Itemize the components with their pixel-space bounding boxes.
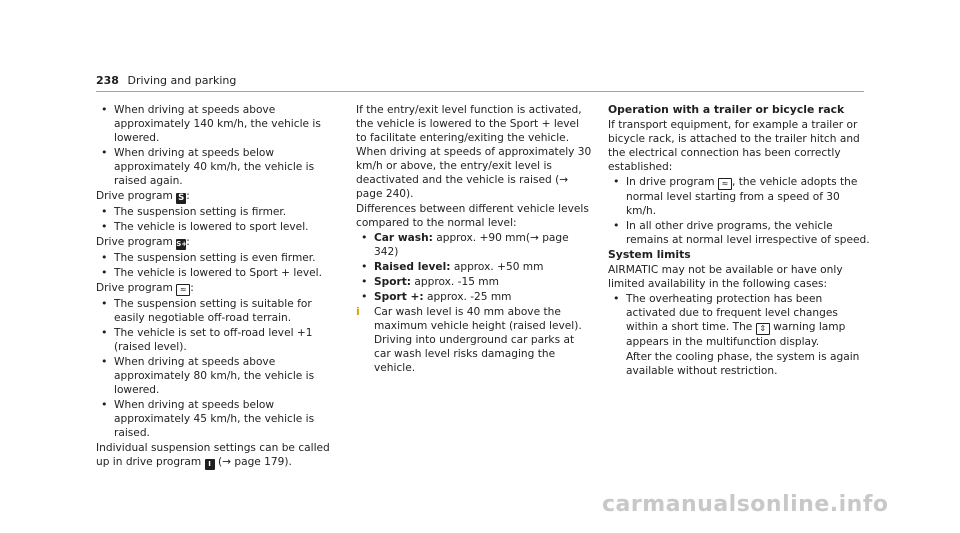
column-middle <box>356 103 592 375</box>
drive-program-label: Drive program <box>96 190 173 202</box>
bullet-text: , the vehicle adopts the normal level starting from a speed of 30 km/h. <box>626 176 858 217</box>
list-item: • When driving at speeds above approximately 140 km/h, the vehicle is lowered. <box>96 103 336 145</box>
list-item: • The suspension setting is suitable for easily negotiable off-road terrain. <box>96 297 336 325</box>
list-item <box>356 275 592 289</box>
list-item: • The vehicle is set to off-road level +1 (raised level). <box>96 326 336 354</box>
bullet-text: warning lamp appears in the multifunction display. <box>626 321 846 348</box>
colon: : <box>186 236 190 248</box>
sport-key-icon: S <box>178 193 185 203</box>
drive-program-splus-heading <box>96 235 336 250</box>
offroad-program-icon: ≈ <box>718 178 732 190</box>
level-value: approx. +90 mm(→ page 342) <box>374 232 569 258</box>
column-left <box>96 103 336 471</box>
sport-plus-bullet-list <box>96 251 336 280</box>
info-icon: i <box>356 305 360 318</box>
watermark: carmanualsonline.info <box>602 492 889 517</box>
limits-bullet-list <box>608 292 870 349</box>
list-item: • The suspension setting is even firmer. <box>96 251 336 265</box>
trailer-heading: Operation with a trailer or bicycle rack <box>608 103 845 116</box>
section-title: Driving and parking <box>127 74 237 87</box>
bullet-text: In drive program <box>626 176 715 188</box>
list-item <box>608 292 870 349</box>
individual-text: Individual suspension settings can be called up in drive program <box>96 442 330 468</box>
entry-exit-paragraph: If the entry/exit level function is activated, the vehicle is lowered to the Sport + level to facilitate entering/exiting the vehicle. When driving at speeds of approximately 30 km/h or above, the entry/exit level is deactivated and the vehicle is raised (→ page 240). <box>356 104 592 200</box>
note-text: Car wash level is 40 mm above the maximum vehicle height (raised level). Driving into underground car parks at car wash level risks damaging the vehicle. <box>374 306 582 374</box>
offroad-program-icon: ≈ <box>176 284 190 296</box>
drive-program-label: Drive program <box>96 236 173 248</box>
level-label: Car wash: <box>374 232 433 244</box>
page-header <box>96 74 236 88</box>
list-item: • When driving at speeds below approximately 40 km/h, the vehicle is raised again. <box>96 146 336 188</box>
system-limits-heading: System limits <box>608 248 691 261</box>
trailer-paragraph: If transport equipment, for example a trailer or bicycle rack, is attached to the trailer hitch and the electrical connection has been correctly established: <box>608 119 860 173</box>
sport-bullet-list <box>96 205 336 234</box>
level-list <box>356 231 592 304</box>
drive-program-offroad-heading <box>96 281 336 296</box>
level-label: Sport: <box>374 276 412 288</box>
bullet-text: The overheating protection has been activated due to frequent level changes within a short time. The <box>626 293 838 333</box>
individual-paragraph <box>96 441 336 470</box>
level-warning-lamp-icon: ⇕ <box>756 323 770 335</box>
colon: : <box>186 190 190 202</box>
list-item <box>356 231 592 259</box>
list-item: • The vehicle is lowered to Sport + level. <box>96 266 336 280</box>
level-label: Sport +: <box>374 291 424 303</box>
level-label: Raised level: <box>374 261 451 273</box>
list-item: • When driving at speeds above approximately 80 km/h, the vehicle is lowered. <box>96 355 336 397</box>
header-rule <box>96 91 864 92</box>
page-reference-link[interactable]: (→ page 179). <box>217 456 292 468</box>
offroad-bullet-list <box>96 297 336 440</box>
differences-paragraph: Differences between different vehicle levels compared to the normal level: <box>356 203 589 229</box>
list-item: • When driving at speeds below approximately 45 km/h, the vehicle is raised. <box>96 398 336 440</box>
list-item <box>608 175 870 218</box>
list-item: • In all other drive programs, the vehicle remains at normal level irrespective of speed. <box>608 219 870 247</box>
column-right <box>608 103 870 379</box>
individual-key-icon: I <box>205 459 215 470</box>
list-item: • The suspension setting is firmer. <box>96 205 336 219</box>
system-limits-paragraph: AIRMATIC may not be available or have only limited availability in the following cases: <box>608 264 843 290</box>
sport-plus-key-icon: S+ <box>176 240 188 248</box>
level-value: approx. -25 mm <box>426 291 512 303</box>
intro-bullet-list <box>96 103 336 188</box>
list-item <box>356 260 592 274</box>
trailer-bullet-list <box>608 175 870 247</box>
list-item <box>356 290 592 304</box>
drive-program-label: Drive program <box>96 282 173 294</box>
list-item: • The vehicle is lowered to sport level. <box>96 220 336 234</box>
level-value: approx. +50 mm <box>453 261 544 273</box>
level-value: approx. -15 mm <box>414 276 499 288</box>
page-number: 238 <box>96 74 119 87</box>
drive-program-s-heading <box>96 189 336 204</box>
colon: : <box>190 282 194 294</box>
cooling-phase-text: After the cooling phase, the system is again available without restriction. <box>626 351 860 377</box>
info-note <box>356 305 592 375</box>
